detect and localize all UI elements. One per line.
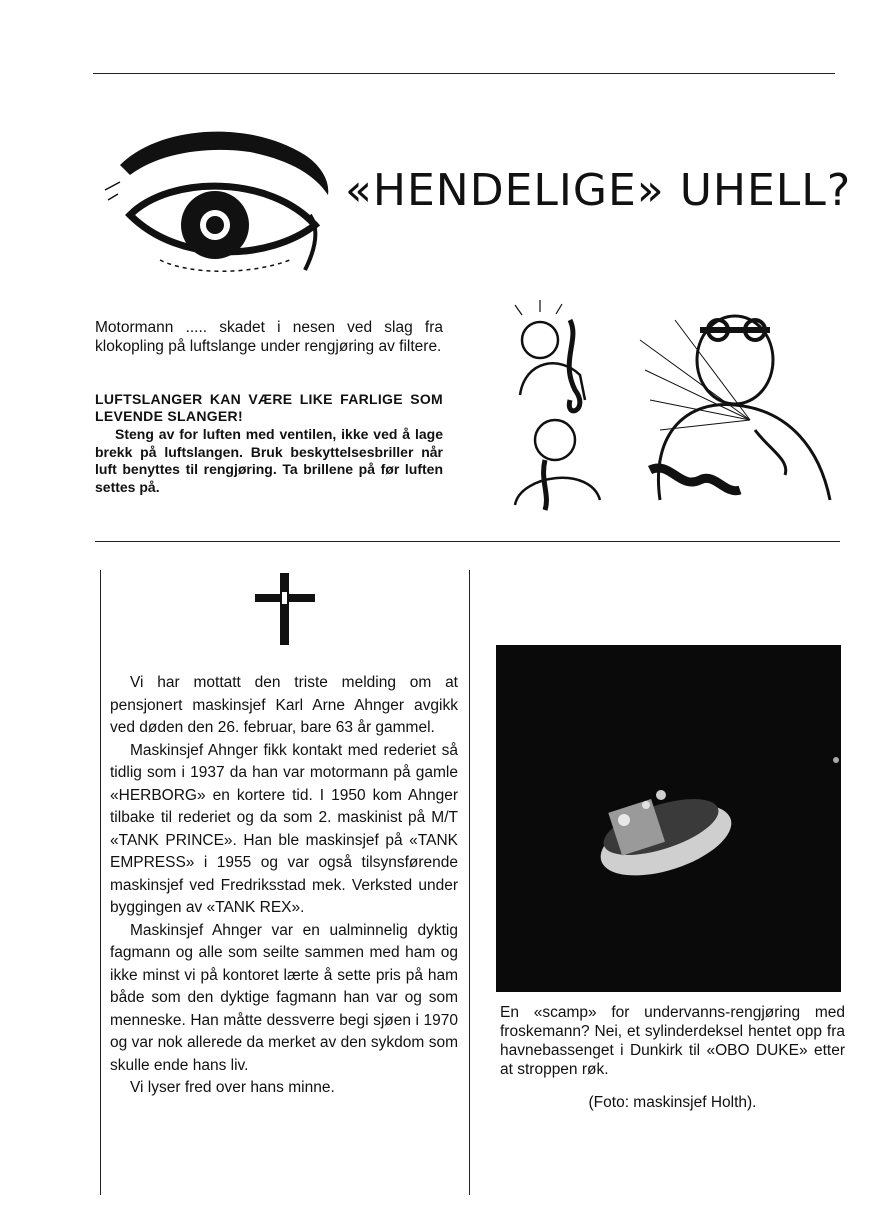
obituary (110, 672, 458, 1100)
photo-credit: (Foto: maskinsjef Holth). (588, 1094, 757, 1111)
obituary-paragraph: Maskinsjef Ahnger fikk kontakt med rederiet så tidlig som i 1937 da han var motormann på gamle «HERBORG» en kortere tid. I 1950 kom Ahnger tilbake til rederiet og da som 2. maskinist på M/T «TANK PRINCE». Han ble maskinsjef på «TANK EMPRESS» i 1955 og var også tilsynsførende maskinsjef ved Fredriksstad mek. Verksted under byggingen av «TANK REX». (110, 741, 458, 916)
obituary-paragraph: Vi har mottatt den triste melding om at pensjonert maskinsjef Karl Arne Ahnger avgikk ved døden den 26. februar, bare 63 år gammel. (110, 674, 458, 736)
photo (496, 645, 841, 992)
photo-caption: En «scamp» for undervanns-rengjøring med froskemann? Nei, et sylinderdeksel hentet opp fra havnebassenget i Dunkirk til «OBO DUKE» etter at stroppen røk. (500, 1004, 845, 1078)
cylinder-cover-image (496, 645, 841, 992)
obituary-paragraph: Vi lyser fred over hans minne. (130, 1079, 335, 1096)
obituary-paragraph: Maskinsjef Ahnger var en ualminnelig dyktig fagmann og alle som seilte sammen med ham og ikke minst vi på kontoret lærte å sette pris på ham både som den dyktige fagmann han var og som menneske. Han måtte dessverre begi sjøen i 1970 og var nok allerede da merket av den sykdom som skulle ende hans liv. (110, 921, 458, 1074)
section-divider (95, 541, 840, 542)
incident-intro: Motormann ..... skadet i nesen ved slag fra klokopling på luftslange under rengjøring av filtere. (95, 319, 443, 355)
cross-icon (255, 573, 315, 645)
top-rule (93, 73, 835, 74)
cartoon-illustration (500, 300, 845, 512)
left-column-border (100, 570, 101, 1195)
column-divider (469, 570, 470, 1195)
warning-body: Steng av for luften med ventilen, ikke ved å lage brekk på luftslangen. Bruk beskyttelsesbriller når luft benyttes til rengjøring. Ta brillene på før luften settes på. (95, 426, 443, 495)
eye-illustration (100, 120, 340, 280)
warning-heading: LUFTSLANGER KAN VÆRE LIKE FARLIGE SOM LEVENDE SLANGER! (95, 391, 443, 424)
headline: «HENDELIGE» UHELL? (345, 165, 852, 216)
